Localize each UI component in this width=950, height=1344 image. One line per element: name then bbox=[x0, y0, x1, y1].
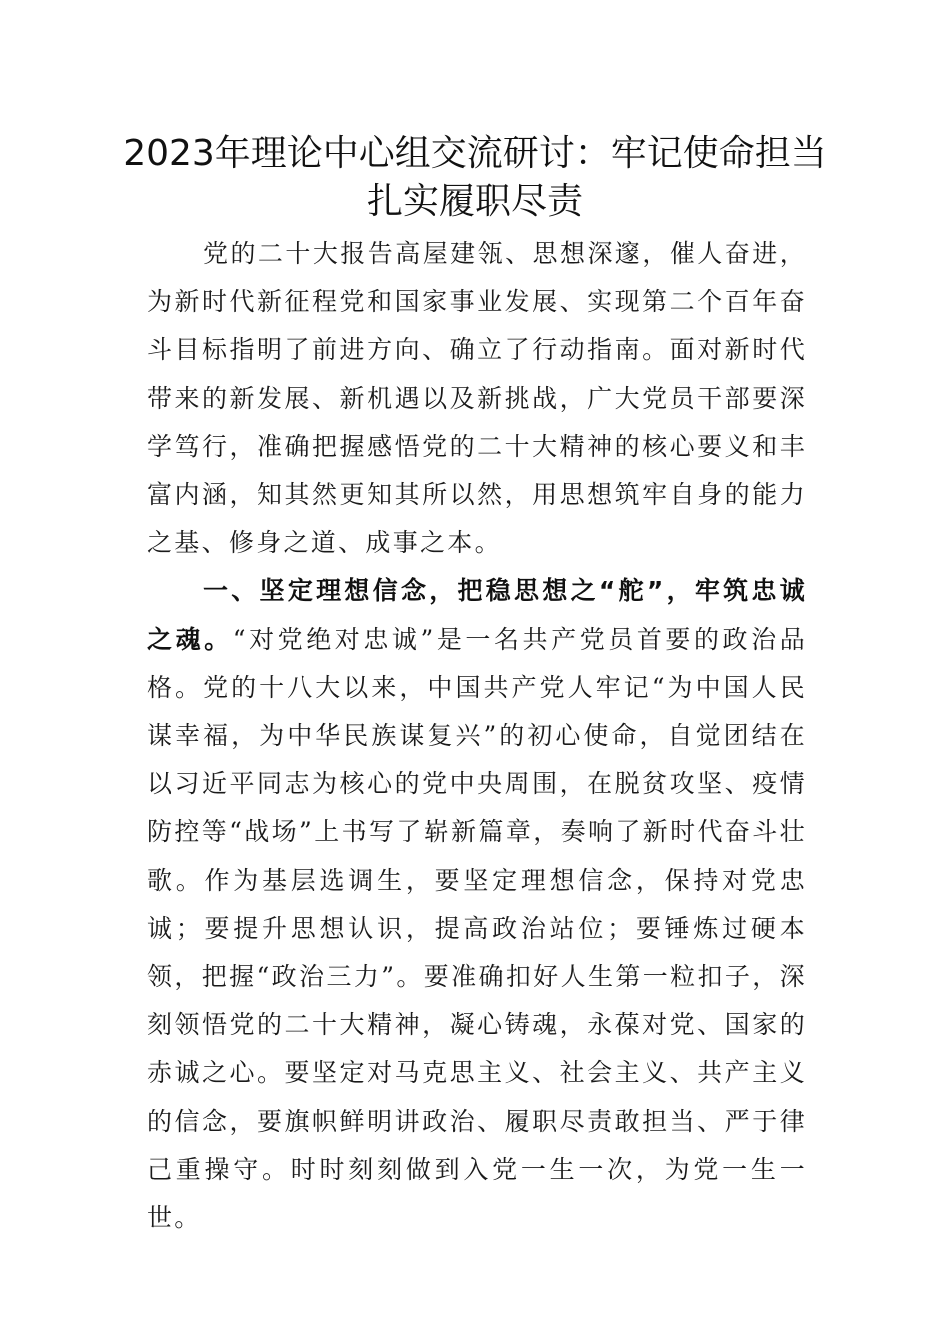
document-body bbox=[147, 230, 807, 1242]
paragraph-text: “对党绝对忠诚”是一名共产党员首要的政治品格。党的十八大以来，中国共产党人牢记“为中国人民谋幸福，为中华民族谋复兴”的初心使命，自觉团结在以习近平同志为核心的党中央周围，在脱贫攻坚、疫情防控等“战场”上书写了崭新篇章，奏响了新时代奋斗壮歌。作为基层选调生，要坚定理想信念，保持对党忠诚；要提升思想认识，提高政治站位；要锤炼过硬本领，把握“政治三力”。要准确扣好人生第一粒扣子，深刻领悟党的二十大精神，凝心铸魂，永葆对党、国家的赤诚之心。要坚定对马克思主义、社会主义、共产主义的信念，要旗帜鲜明讲政治、履职尽责敢担当、严于律己重操守。时时刻刻做到入党一生一次，为党一生一世。 bbox=[147, 624, 807, 1233]
section-heading: 一、坚定理想信念，把稳思想之“舵”，牢筑忠诚之魂。 bbox=[147, 576, 807, 654]
paragraph-text: 党的二十大报告高屋建瓴、思想深邃，催人奋进，为新时代新征程党和国家事业发展、实现第二个百年奋斗目标指明了前进方向、确立了行动指南。面对新时代带来的新发展、新机遇以及新挑战，广大党员干部要深学笃行，准确把握感悟党的二十大精神的核心要义和丰富内涵，知其然更知其所以然，用思想筑牢自身的能力之基、修身之道、成事之本。 bbox=[147, 239, 807, 558]
paragraph-section-one bbox=[147, 567, 807, 1242]
paragraph-intro bbox=[147, 230, 807, 567]
document-title: 2023年理论中心组交流研讨：牢记使命担当扎实履职尽责 bbox=[123, 133, 827, 222]
